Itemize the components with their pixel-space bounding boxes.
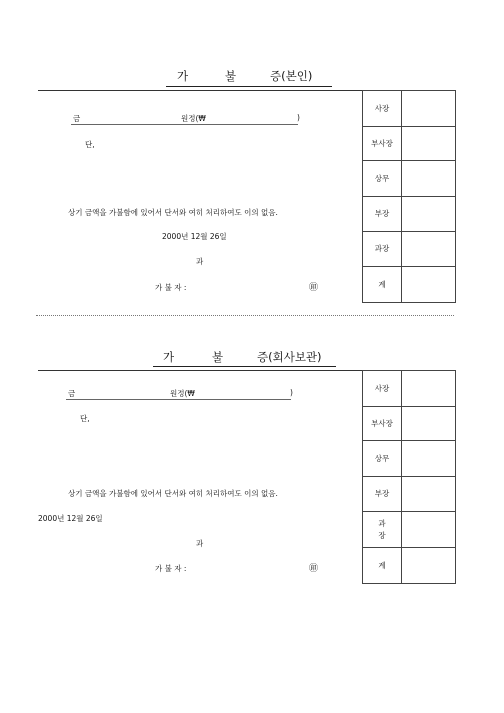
note-label: 단, [80, 414, 90, 423]
form-top-rule [38, 370, 363, 371]
amount-label: 금 [73, 114, 81, 123]
approval-box-section-chief [402, 512, 456, 548]
form-title [0, 68, 504, 84]
amount-close: ) [297, 113, 300, 122]
date-text: 2000년 12월 26일 [162, 232, 227, 241]
approval-label-vice-president: 부사장 [363, 407, 402, 441]
seal-mark: ㊞ [309, 564, 319, 574]
approval-label-president: 사장 [363, 371, 402, 407]
approval-label-section-chief: 과 장 [363, 512, 402, 548]
statement-text: 상기 금액을 가불함에 있어서 단서와 여히 처리하여도 이의 없음. [68, 489, 278, 498]
approval-box-managing-director [402, 441, 456, 477]
title-char-2: 불 [212, 350, 224, 364]
approval-label-general-manager: 부장 [363, 197, 402, 232]
title-char-3: 증(회사보관) [257, 350, 322, 364]
amount-label: 금 [68, 389, 76, 398]
seal-mark: ㊞ [309, 283, 319, 293]
approval-label-president: 사장 [363, 91, 402, 127]
title-char-1: 가 [177, 69, 189, 83]
amount-unit: 원정(₩ [181, 114, 206, 123]
approval-box-staff [402, 267, 456, 303]
approval-box-general-manager [402, 477, 456, 512]
approval-box-staff [402, 548, 456, 584]
dept-text: 과 [196, 257, 204, 266]
note-label: 단, [85, 140, 95, 149]
approval-box-managing-director [402, 161, 456, 197]
approval-box-president [402, 371, 456, 407]
approval-label-section-chief: 과장 [363, 232, 402, 267]
dept-text: 과 [196, 539, 204, 548]
approval-table [362, 90, 456, 303]
borrower-label: 가 불 자 : [155, 564, 187, 573]
cut-line [36, 315, 454, 316]
approval-label-general-manager: 부장 [363, 477, 402, 512]
borrower-label: 가 불 자 : [155, 283, 187, 292]
approval-label-managing-director: 상무 [363, 441, 402, 477]
approval-box-vice-president [402, 407, 456, 441]
amount-underline [66, 399, 291, 400]
approval-label-staff: 계 [363, 267, 402, 303]
form-top-rule [38, 90, 363, 91]
approval-label-vice-president: 부사장 [363, 127, 402, 161]
statement-text: 상기 금액을 가불함에 있어서 단서와 여히 처리하여도 이의 없음. [68, 208, 278, 217]
approval-box-vice-president [402, 127, 456, 161]
title-char-1: 가 [163, 350, 175, 364]
title-underline [153, 366, 336, 367]
title-char-3: 증(본인) [270, 69, 313, 83]
approval-box-president [402, 91, 456, 127]
amount-underline [71, 124, 298, 125]
approval-box-general-manager [402, 197, 456, 232]
amount-unit: 원정(₩ [170, 389, 195, 398]
approval-label-staff: 계 [363, 548, 402, 584]
title-char-2: 불 [225, 69, 237, 83]
approval-label-managing-director: 상무 [363, 161, 402, 197]
amount-close: ) [290, 388, 293, 397]
approval-table [362, 370, 456, 584]
date-text: 2000년 12월 26일 [38, 514, 103, 523]
title-underline [166, 86, 332, 87]
form-title [0, 349, 504, 365]
approval-box-section-chief [402, 232, 456, 267]
